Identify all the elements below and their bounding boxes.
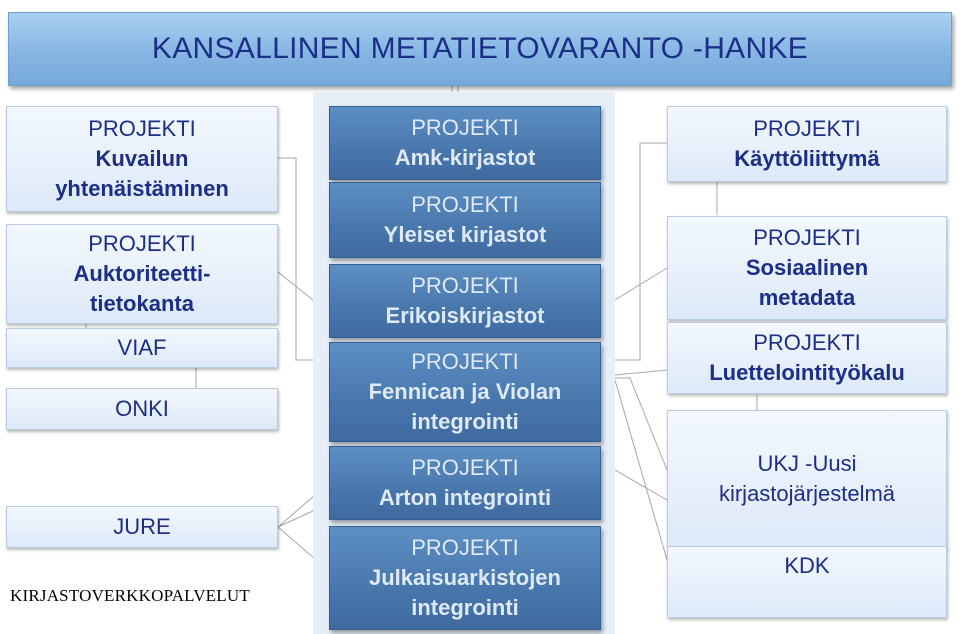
box-keyword: PROJEKTI — [411, 192, 519, 217]
box-keyword: PROJEKTI — [411, 455, 519, 480]
connector-right-arto — [615, 470, 667, 500]
title-bar — [8, 12, 952, 86]
connector-right-sos — [615, 268, 667, 300]
box-arton-integrointi — [329, 446, 601, 520]
box-kayttoliittyma — [667, 106, 947, 182]
connector-left-auktoriteetti — [278, 272, 313, 300]
box-kuvailun-yhtenaistaminen — [6, 106, 278, 212]
box-jure — [6, 506, 278, 548]
box-name-line1: Kuvailun — [95, 146, 189, 171]
box-keyword: PROJEKTI — [88, 231, 196, 256]
box-fennica-violan — [329, 342, 601, 442]
connector-left-kuvailu — [278, 158, 313, 360]
box-keyword: PROJEKTI — [411, 349, 519, 374]
box-sosiaalinen-metadata — [667, 216, 947, 320]
box-name-line1: Sosiaalinen — [745, 255, 869, 280]
box-name-line1: Julkaisuarkistojen — [369, 565, 561, 590]
box-keyword: PROJEKTI — [411, 273, 519, 298]
box-luettelointityokalu — [667, 322, 947, 394]
box-onki — [6, 388, 278, 430]
connector-right-kaytto — [615, 143, 667, 360]
box-kdk — [667, 546, 947, 618]
box-amk-kirjastot — [329, 106, 601, 180]
box-viaf — [6, 328, 278, 368]
box-name-line2: yhtenäistäminen — [55, 176, 229, 201]
footer-label: KIRJASTOVERKKOPALVELUT — [10, 586, 250, 605]
box-name-line2: integrointi — [411, 409, 519, 434]
box-yleiset-kirjastot — [329, 182, 601, 258]
box-name: Yleiset kirjastot — [383, 222, 547, 247]
box-label: KDK — [784, 553, 830, 578]
box-line1: UKJ -Uusi — [757, 451, 857, 476]
connector-jure-a — [278, 510, 315, 527]
box-name: Amk-kirjastot — [394, 145, 536, 170]
box-name: Luettelointityökalu — [709, 360, 905, 385]
box-name-line2: metadata — [758, 285, 856, 310]
box-label: VIAF — [117, 335, 167, 360]
connector-right-ukj — [615, 378, 667, 470]
box-name-line1: Fennican ja Violan — [368, 379, 562, 404]
box-name: Käyttöliittymä — [734, 146, 880, 171]
box-label: ONKI — [115, 396, 169, 421]
box-auktoriteettitietokanta — [6, 224, 278, 324]
box-name: Erikoiskirjastot — [385, 303, 545, 328]
box-ukj-uusi-kirjastojarjestelma — [667, 410, 947, 548]
box-keyword: PROJEKTI — [88, 116, 196, 141]
box-keyword: PROJEKTI — [411, 535, 519, 560]
box-name-line2: tietokanta — [90, 291, 194, 316]
box-name-line2: integrointi — [411, 595, 519, 620]
box-julkaisuarkistojen — [329, 526, 601, 630]
connector-right-kdk — [615, 380, 667, 560]
box-keyword: PROJEKTI — [753, 116, 861, 141]
page-title: KANSALLINEN METATIETOVARANTO -HANKE — [151, 32, 809, 65]
box-keyword: PROJEKTI — [411, 115, 519, 140]
box-keyword: PROJEKTI — [753, 330, 861, 355]
box-line2: kirjastojärjestelmä — [718, 481, 896, 506]
box-name-line1: Auktoriteetti- — [73, 261, 211, 286]
connector-right-lue — [615, 370, 667, 375]
box-name: Arton integrointi — [378, 485, 552, 510]
box-label: JURE — [113, 514, 171, 539]
box-erikoiskirjastot — [329, 264, 601, 338]
box-keyword: PROJEKTI — [753, 225, 861, 250]
